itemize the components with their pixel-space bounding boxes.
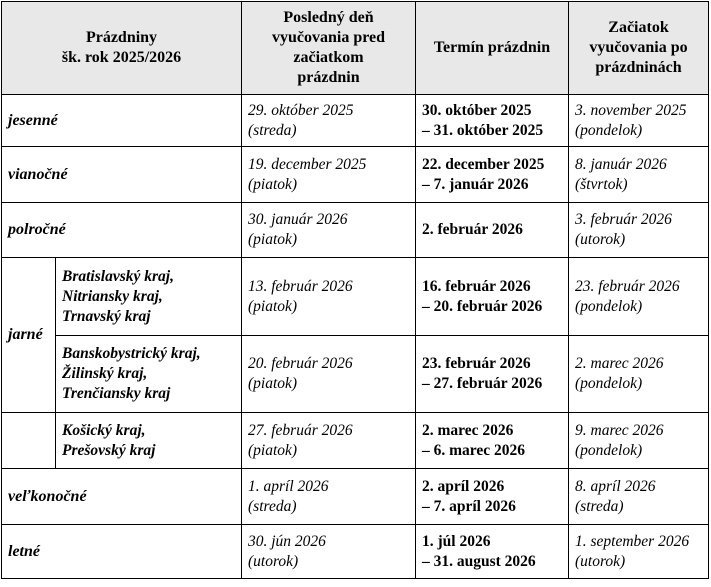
- last-day-cell: 30. jún 2026 (utorok): [242, 525, 416, 579]
- holiday-name: letné: [2, 525, 242, 579]
- term-cell: 23. február 2026 – 27. február 2026: [416, 336, 569, 413]
- table-row: [2, 147, 709, 203]
- last-day-cell: 1. apríl 2026 (streda): [242, 469, 416, 525]
- holiday-name: vianočné: [2, 147, 242, 203]
- last-day-cell: 19. december 2025 (piatok): [242, 147, 416, 203]
- start-day-cell: 23. február 2026 (pondelok): [569, 258, 709, 336]
- table-row: [2, 413, 709, 469]
- start-day-cell: 9. marec 2026 (pondelok): [569, 413, 709, 469]
- last-day-cell: 27. február 2026 (piatok): [242, 413, 416, 469]
- term-cell: 22. december 2025 – 7. január 2026: [416, 147, 569, 203]
- term-cell: 2. február 2026: [416, 203, 569, 258]
- region-cell: Bratislavský kraj, Nitriansky kraj, Trnavský kraj: [56, 258, 242, 336]
- header-term: Termín prázdnin: [416, 2, 569, 95]
- holiday-name: polročné: [2, 203, 242, 258]
- term-cell: 30. október 2025 – 31. október 2025: [416, 95, 569, 147]
- table-row: [2, 95, 709, 147]
- term-cell: 2. marec 2026 – 6. marec 2026: [416, 413, 569, 469]
- region-cell: Banskobystrický kraj, Žilinský kraj, Trenčiansky kraj: [56, 336, 242, 413]
- start-day-cell: 3. november 2025 (pondelok): [569, 95, 709, 147]
- start-day-cell: 8. apríl 2026 (streda): [569, 469, 709, 525]
- term-cell: 2. apríl 2026 – 7. apríl 2026: [416, 469, 569, 525]
- start-day-cell: 8. január 2026 (štvrtok): [569, 147, 709, 203]
- last-day-cell: 20. február 2026 (piatok): [242, 336, 416, 413]
- header-last-day: Posledný deň vyučovania pred začiatkom prázdnin: [242, 2, 416, 95]
- last-day-cell: 30. január 2026 (piatok): [242, 203, 416, 258]
- holiday-name: jesenné: [2, 95, 242, 147]
- empty-cell: [2, 413, 56, 469]
- table-row: [2, 336, 709, 413]
- start-day-cell: 1. september 2026 (utorok): [569, 525, 709, 579]
- holiday-schedule-table: [1, 1, 709, 579]
- start-day-cell: 3. február 2026 (utorok): [569, 203, 709, 258]
- holiday-name: veľkonočné: [2, 469, 242, 525]
- header-holidays: Prázdniny šk. rok 2025/2026: [2, 2, 242, 95]
- start-day-cell: 2. marec 2026 (pondelok): [569, 336, 709, 413]
- table-row: [2, 203, 709, 258]
- last-day-cell: 29. október 2025 (streda): [242, 95, 416, 147]
- header-row: [2, 2, 709, 95]
- holiday-name: jarné: [2, 258, 56, 413]
- region-cell: Košický kraj, Prešovský kraj: [56, 413, 242, 469]
- header-start-day: Začiatok vyučovania po prázdninách: [569, 2, 709, 95]
- table-row: [2, 258, 709, 336]
- last-day-cell: 13. február 2026 (piatok): [242, 258, 416, 336]
- table-row: [2, 469, 709, 525]
- term-cell: 16. február 2026 – 20. február 2026: [416, 258, 569, 336]
- table-row: [2, 525, 709, 579]
- term-cell: 1. júl 2026 – 31. august 2026: [416, 525, 569, 579]
